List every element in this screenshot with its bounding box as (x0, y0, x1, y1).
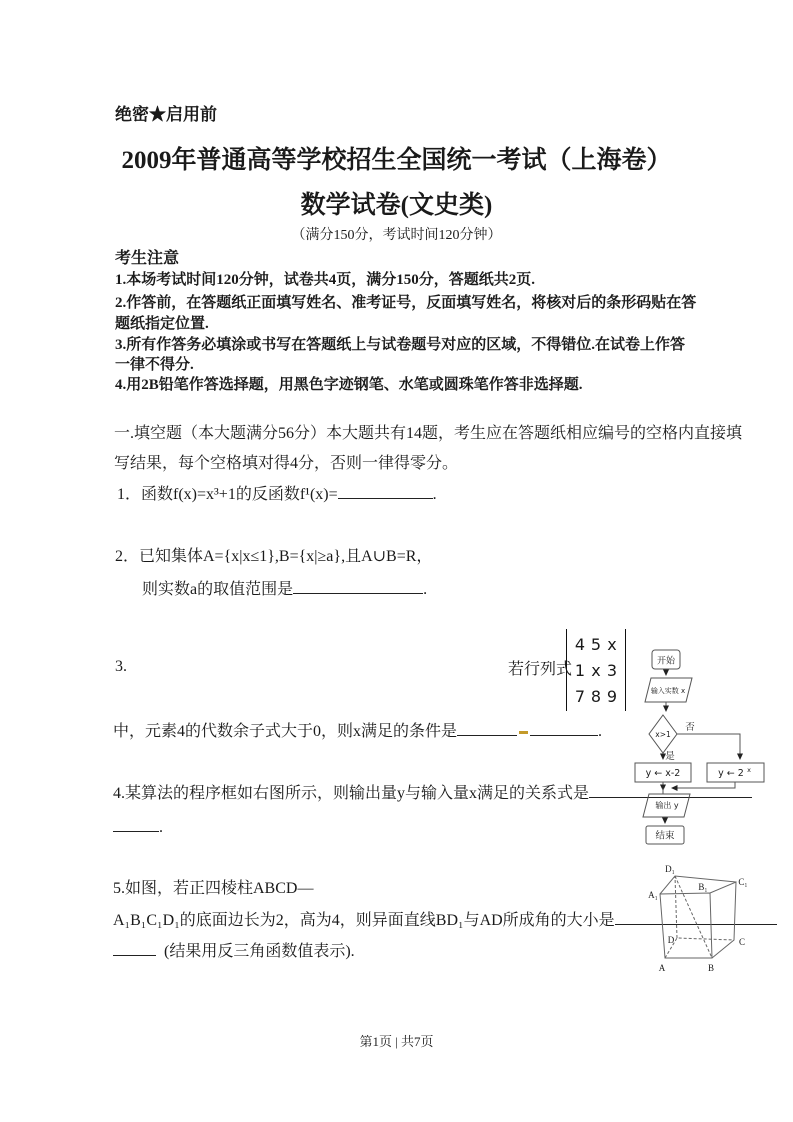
question-5-line3 (113, 938, 355, 961)
flowchart-end-label: 结束 (655, 830, 675, 842)
exam-subtitle: 数学试卷(文史类) (300, 192, 493, 219)
classification-label: 绝密★启用前 (115, 105, 217, 124)
prism-figure (645, 860, 785, 978)
question-5-line3-text: (结果用反三角函数值表示). (164, 943, 355, 960)
prism-right-face (710, 882, 736, 958)
question-1-text: 1．函数f(x)=x³+1的反函数f¹(x)= (117, 486, 338, 503)
notice-heading: 考生注意 (115, 250, 180, 267)
flowchart-yes-label: 是 (665, 751, 675, 762)
highlight-mark (519, 731, 528, 734)
determinant-cell: 7 (574, 686, 586, 706)
flowchart-no-label: 否 (685, 722, 695, 733)
notice-line: 一律不得分. (115, 357, 194, 373)
determinant-figure (566, 629, 626, 711)
determinant-cell: 5 (590, 634, 602, 654)
notice-line: 题纸指定位置. (115, 316, 209, 332)
vertex-label-a: A (658, 963, 666, 973)
question-1 (117, 481, 437, 504)
question-3-line2 (113, 718, 602, 741)
answer-blank (113, 818, 159, 832)
question-2-line2-text: 则实数a的取值范围是 (142, 581, 294, 598)
flowchart-start-label: 开始 (656, 656, 676, 667)
notice-line: 1.本场考试时间120分钟，试卷共4页，满分150分，答题纸共2页. (115, 272, 536, 288)
vertex-label-c: C (738, 937, 746, 947)
question-4-line2 (113, 818, 163, 837)
determinant-cell: 9 (606, 686, 618, 706)
question-2-line2 (142, 576, 427, 599)
flowchart-merge-arrow (672, 782, 735, 788)
answer-blank (293, 580, 423, 594)
question-4-period: . (159, 819, 163, 836)
prism-hidden-vertical-edge (675, 876, 677, 938)
prism-front-face (660, 893, 712, 958)
question-3-line2-text: 中，元素4的代数余子式大于0，则x满足的条件是 (113, 723, 458, 740)
vertex-label-b: B (707, 963, 715, 973)
notice-line: 4.用2B铅笔作答选择题，用黑色字迹钢笔、水笔或圆珠笔作答非选择题. (115, 377, 583, 393)
determinant-label: 若行列式 (508, 661, 573, 678)
question-2-period: . (423, 581, 428, 598)
determinant-cell: 3 (606, 660, 618, 680)
question-5-line2-text: A₁B₁C₁D₁的底面边长为2，高为4，则异面直线BD₁与AD所成角的大小是 (113, 912, 615, 929)
footer-page-info: 第1页 | 共7页 (359, 1034, 434, 1049)
exam-meta: （满分150分，考试时间120分钟） (291, 228, 502, 243)
flowchart-assign-right-exponent: x (747, 766, 751, 774)
determinant-cell: x (607, 634, 617, 654)
determinant-row (572, 631, 620, 657)
question-4-line1-text: 4.某算法的程序框如右图所示，则输出量y与输入量x满足的关系式是 (113, 785, 590, 802)
determinant-cell: 1 (574, 660, 586, 680)
question-3-number: 3. (115, 658, 127, 675)
flowchart-branch-no-arrow (677, 734, 740, 759)
section-intro-line1: 一.填空题（本大题满分56分）本大题共有14题，考生应在答题纸相应编号的空格内直接填 (114, 425, 743, 442)
determinant-row (572, 657, 620, 683)
vertex-label-c1: C₁ (738, 877, 748, 887)
question-3-period: . (598, 723, 603, 740)
exam-title: 2009年普通高等学校招生全国统一考试（上海卷） (121, 147, 672, 174)
question-2-line1: 2．已知集体A={x|x≤1},B={x|≥a},且A∪B=R， (115, 548, 433, 565)
question-1-period: . (432, 486, 437, 503)
determinant-row (572, 683, 620, 709)
answer-blank (530, 722, 598, 736)
flowchart-input-label: 输入实数 x (650, 687, 686, 695)
vertex-label-b1: B₁ (698, 882, 708, 892)
section-intro-line2: 写结果，每个空格填对得4分，否则一律得零分。 (114, 455, 459, 472)
flowchart-output-label: 输出 y (655, 801, 679, 810)
notice-line: 3.所有作答务必填涂或书写在答题纸上与试卷题号对应的区域，不得错位.在试卷上作答 (115, 337, 686, 353)
notice-line: 2.作答前，在答题纸正面填写姓名、准考证号，反面填写姓名，将核对后的条形码贴在答 (115, 295, 697, 311)
flowchart-assign-left-label: y ← x-2 (645, 768, 681, 779)
determinant-cell: 4 (574, 634, 586, 654)
answer-blank (113, 942, 156, 956)
flowchart-assign-right-label: y ← 2 (718, 768, 744, 779)
answer-blank (338, 485, 433, 499)
vertex-label-d: D (667, 935, 675, 945)
vertex-label-d1: D₁ (665, 864, 675, 874)
answer-blank (457, 722, 517, 736)
determinant-cell: x (591, 660, 601, 680)
determinant-cell: 8 (590, 686, 602, 706)
vertex-label-a1: A₁ (648, 890, 658, 900)
question-5-line1: 5.如图，若正四棱柱ABCD— (113, 880, 314, 897)
flowchart-figure (622, 642, 792, 847)
flowchart-condition-label: x>1 (655, 730, 671, 739)
